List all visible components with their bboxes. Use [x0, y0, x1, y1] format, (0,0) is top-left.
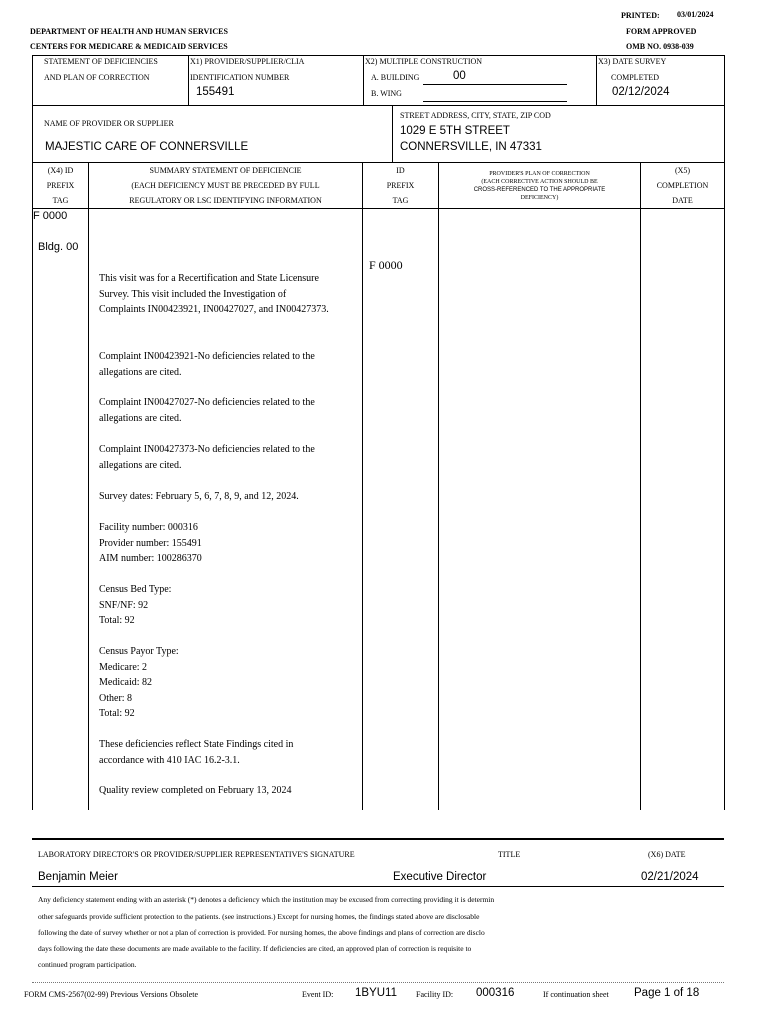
- id-header-1: ID: [396, 166, 405, 175]
- x4-header-2: PREFIX: [46, 181, 75, 190]
- building-underline: [423, 84, 567, 85]
- summary-header-1: SUMMARY STATEMENT OF DEFICIENCIE: [149, 166, 302, 175]
- address-label: STREET ADDRESS, CITY, STATE, ZIP COD: [400, 111, 551, 120]
- page-number: Page 1 of 18: [634, 987, 700, 999]
- column-header-bottom: [32, 208, 724, 209]
- printed-date: 03/01/2024: [677, 10, 714, 19]
- x2-label: X2) MULTIPLE CONSTRUCTION: [365, 57, 483, 66]
- disclaimer-line-5: continued program participation.: [38, 960, 137, 969]
- summary-paragraph-4: Complaint IN00427373-No deficiencies related to the allegations are cited.: [99, 444, 315, 471]
- col-line-left: [32, 162, 33, 810]
- signature-top-border: [32, 838, 724, 840]
- signature-bottom-border: [32, 886, 724, 887]
- x4-header-1: (X4) ID: [47, 166, 74, 175]
- plan-header-2: (EACH CORRECTIVE ACTION SHOULD BE: [481, 179, 598, 185]
- disclaimer-line-2: other safeguards provide sufficient protection to the patients. (see instructions.) Except for nursing homes, the findings stated above are disclosable: [38, 912, 480, 921]
- x4-header-3: TAG: [52, 196, 69, 205]
- survey-dates: Survey dates: February 5, 6, 7, 8, 9, and 12, 2024.: [99, 491, 299, 502]
- form-number: FORM CMS-2567(02-99) Previous Versions Obsolete: [24, 990, 199, 999]
- aim-number: AIM number: 100286370: [99, 553, 202, 564]
- omb-number: OMB NO. 0938-039: [626, 42, 694, 51]
- statement-label-2: AND PLAN OF CORRECTION: [44, 73, 150, 82]
- signer-title: Executive Director: [393, 871, 487, 883]
- medicaid-count: Medicaid: 82: [99, 677, 153, 688]
- col-line-3: [438, 162, 439, 810]
- state-findings: These deficiencies reflect State Findings cited in accordance with 410 IAC 16.2-3.1.: [99, 739, 294, 766]
- medicare-count: Medicare: 2: [99, 661, 148, 673]
- x5-header-2: COMPLETION: [656, 181, 709, 190]
- box1-top-border: [32, 55, 724, 56]
- x3-label-2: COMPLETED: [611, 73, 659, 82]
- x1-label-1: X1) PROVIDER/SUPPLIER/CLIA: [190, 57, 305, 66]
- address-line-2: CONNERSVILLE, IN 47331: [400, 141, 542, 153]
- facility-number: Facility number: 000316: [99, 522, 198, 533]
- title-label: TITLE: [498, 850, 521, 859]
- signature-date-label: (X6) DATE: [648, 850, 686, 859]
- event-id-value: 1BYU11: [355, 987, 397, 999]
- box2-divider: [392, 105, 393, 162]
- box1-bottom-border: [32, 105, 724, 106]
- facility-info: [99, 520, 339, 567]
- building-value: 00: [453, 70, 466, 82]
- facility-id-value: 000316: [476, 987, 515, 999]
- col-line-right: [724, 162, 725, 810]
- continuation-sheet-label: If continuation sheet: [543, 990, 609, 999]
- col-line-4: [640, 162, 641, 810]
- provider-name-value: MAJESTIC CARE OF CONNERSVILLE: [45, 141, 249, 153]
- provider-id-value: 155491: [196, 86, 235, 98]
- provider-number: Provider number: 155491: [99, 537, 202, 549]
- box1-divider-2: [363, 55, 364, 105]
- x1-label-2: IDENTIFICATION NUMBER: [190, 73, 290, 82]
- signer-name: Benjamin Meier: [38, 871, 118, 883]
- quality-review: Quality review completed on February 13, 2024: [99, 785, 292, 796]
- other-count: Other: 8: [99, 692, 133, 704]
- id-header-3: TAG: [392, 196, 409, 205]
- box1-right-border: [724, 55, 725, 105]
- footer-divider: [32, 982, 724, 983]
- wing-underline: [423, 101, 567, 102]
- department-title: DEPARTMENT OF HEALTH AND HUMAN SERVICES: [30, 27, 228, 36]
- summary-paragraph-1: This visit was for a Recertification and State Licensure Survey. This visit included the Investigation of Complaints IN00423921, IN00427027, and IN00427373.: [99, 273, 329, 315]
- x5-header-3: DATE: [672, 196, 693, 205]
- bed-total: Total: 92: [99, 615, 135, 626]
- plan-header-1: PROVIDER'S PLAN OF CORRECTION: [489, 171, 590, 177]
- form-approved: FORM APPROVED: [626, 27, 697, 36]
- building-tag: Bldg. 00: [38, 241, 79, 253]
- x3-label-1: X3) DATE SURVEY: [598, 57, 667, 66]
- disclaimer-line-3: following the date of survey whether or not a plan of correction is provided. For nursing homes, the above findings and plans of correction are disclo: [38, 928, 485, 937]
- id-header-2: PREFIX: [386, 181, 415, 190]
- box1-divider-3: [596, 55, 597, 105]
- census-payor-type: [99, 644, 339, 722]
- plan-header-3: CROSS-REFERENCED TO THE APPROPRIATE: [473, 187, 606, 193]
- summary-paragraph-2: Complaint IN00423921-No deficiencies related to the allegations are cited.: [99, 351, 315, 378]
- col-line-1: [88, 162, 89, 810]
- id-prefix-tag: F 0000: [369, 258, 403, 272]
- box2-right-border: [724, 105, 725, 162]
- facility-id-label: Facility ID:: [416, 990, 454, 999]
- prefix-tag: F 0000: [33, 210, 68, 222]
- centers-title: CENTERS FOR MEDICARE & MEDICAID SERVICES: [30, 42, 228, 51]
- box2-bottom-border: [32, 162, 724, 163]
- census-payor-label: Census Payor Type:: [99, 646, 179, 657]
- census-bed-type: [99, 582, 339, 629]
- building-label: A. BUILDING: [371, 73, 420, 82]
- signature-label: LABORATORY DIRECTOR'S OR PROVIDER/SUPPLIER REPRESENTATIVE'S SIGNATURE: [38, 850, 355, 859]
- box1-divider-1: [188, 55, 189, 105]
- summary-paragraph-3: Complaint IN00427027-No deficiencies related to the allegations are cited.: [99, 397, 315, 424]
- statement-label-1: STATEMENT OF DEFICIENCIES: [44, 57, 158, 66]
- signature-date: 02/21/2024: [641, 871, 699, 883]
- summary-header-2: (EACH DEFICIENCY MUST BE PRECEDED BY FULL: [131, 181, 320, 190]
- payor-total: Total: 92: [99, 708, 135, 719]
- provider-name-label: NAME OF PROVIDER OR SUPPLIER: [44, 119, 174, 128]
- col-line-2: [362, 162, 363, 810]
- disclaimer-line-4: days following the date these documents are made available to the facility. If deficiencies are cited, an approved plan of correction is requisite to: [38, 944, 472, 953]
- plan-header-4: DEFICIENCY): [520, 195, 559, 201]
- printed-label: PRINTED:: [621, 11, 660, 20]
- wing-label: B. WING: [371, 89, 402, 98]
- snf-nf-count: SNF/NF: 92: [99, 599, 149, 611]
- census-bed-label: Census Bed Type:: [99, 584, 172, 595]
- disclaimer-line-1: Any deficiency statement ending with an asterisk (*) denotes a deficiency which the institution may be excused from correcting providing it is determin: [38, 895, 495, 904]
- x5-header-1: (X5): [674, 166, 691, 175]
- summary-header-3: REGULATORY OR LSC IDENTIFYING INFORMATION: [129, 196, 322, 205]
- event-id-label: Event ID:: [302, 990, 334, 999]
- box2-left-border: [32, 105, 33, 162]
- box1-left-border: [32, 55, 33, 105]
- address-line-1: 1029 E 5TH STREET: [400, 125, 510, 137]
- survey-completed-date: 02/12/2024: [612, 86, 670, 98]
